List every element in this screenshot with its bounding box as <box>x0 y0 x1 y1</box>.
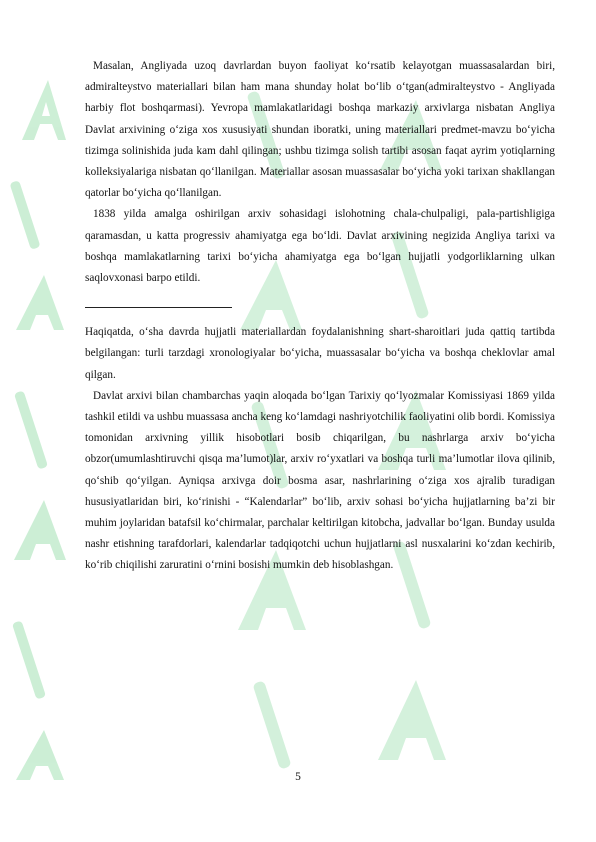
page-number: 5 <box>295 771 301 783</box>
paragraph: Masalan, Angliyada uzoq davrlardan buyon faoliyat ko‘rsatib kelayotgan muassasalardan biri, admiralteystvo materiallari bilan ham mana shunday holat bo‘lib o‘tgan(admiralteystvo - Angliyada harbiy flot boshqarmasi). Yevropa mamlakatlaridagi boshqa markaziy arxivlarga nisbatan Angliya Davlat arxivining o‘ziga xos xususiyati shundan iboratki, uning materiallari predmet-mavzu bo‘yicha tizimga solinishida juda kam dahl qilingan; ushbu tizimga solish tartibi asosan faqat ayrim yotiqlarning kolleksiyalariga nisbatan qo‘llanilgan. Materiallar asosan muassasalar bo‘yicha yoki tarixan shakllangan qatorlar bo‘yicha qo‘llanilgan. <box>85 60 555 200</box>
watermark-left-icon <box>4 60 84 820</box>
paragraph: Haqiqatda, o‘sha davrda hujjatli materiallardan foydalanishning shart-sharoitlari juda qattiq tartibda belgilangan: turli tarzdagi xronologiyalar bo‘yicha, muassasalar bo‘yicha va boshqa cheklovlar amal qilgan. <box>85 326 555 381</box>
body-text <box>85 56 555 577</box>
paragraph: 1838 yilda amalga oshirilgan arxiv sohasidagi islohotning chala-chulpaligi, pala-partishligiga qaramasdan, u katta progressiv ahamiyatga ega bo‘ldi. Davlat arxivining negizida Angliya tarixi va boshqa mamlakatlarning tarixi bo‘yicha ahamiyatga ega bo‘lgan hujjatli yodgorliklarning ulkan saqlovxonasi barpo etildi. <box>85 208 555 285</box>
watermark-left <box>4 60 84 825</box>
paragraph: Davlat arxivi bilan chambarchas yaqin aloqada bo‘lgan Tarixiy qo‘lyozmalar Komissiyasi 1869 yilda tashkil etildi va ushbu muassasa ancha keng ko‘lamdagi nashriyotchilik faoliyatini olib bordi. Komissiya tomonidan arxivning yillik hisobotlari bosib chiqarilgan, bu nashrlarga arxiv bo‘yicha obzor(umumlashtiruvchi qisqa ma’lumot)lar, arxiv ro‘yxatlari va boshqa turli ma’lumotlar ilova qilinib, qo‘shib qo‘yilgan. Ayniqsa arxivga doir bosma asar, nashrlarining o‘ziga xos ajralib turadigan hususiyatlaridan biri, ko‘rinishi - “Kalendarlar” bo‘lib, arxiv sohasi bo‘yicha hujjatlarning ba’zi bir muhim joylaridan batafsil ko‘chirmalar, parchalar keltirilgan kitobcha, jadvallar bo‘lgan. Bunday usulda nashr etishning tarafdorlari, kalendarlar tadqiqotchi uchun hujjatlarni asl nusxalarini ko‘zdan kechirib, ko‘rib chiqilishi zaruratini o‘rnini bosishi mumkin deb hisoblashgan. <box>85 389 555 572</box>
footnote-separator <box>85 307 232 308</box>
